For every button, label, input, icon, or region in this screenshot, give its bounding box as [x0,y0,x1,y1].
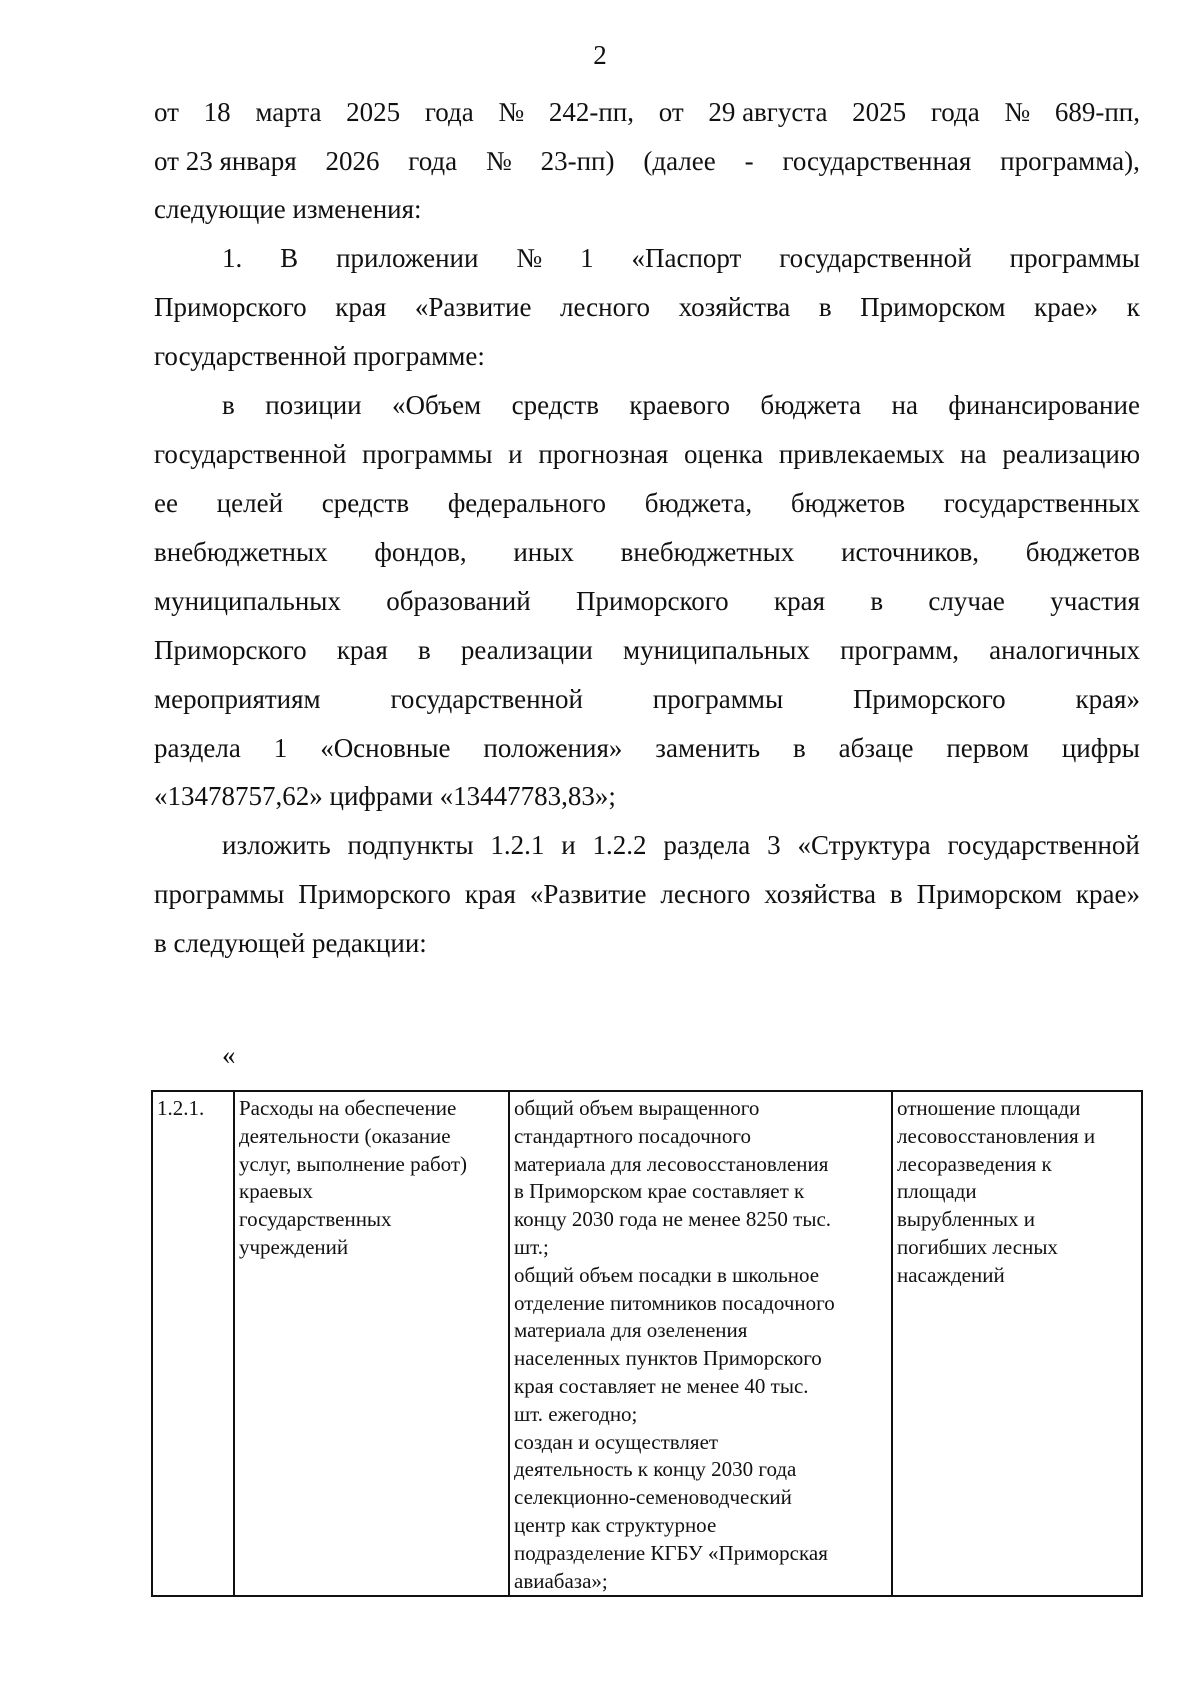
text-word: подпункты [347,830,474,860]
text-word: государственной [390,684,583,714]
table-cell-line: деятельности (оказание [239,1123,451,1148]
text-word: финансирование [948,390,1140,420]
table-cell-line: материала для лесовосстановления [514,1151,829,1176]
text-word: программы [154,879,285,909]
text-word: Приморского [154,292,307,322]
text-word: марта [255,97,322,127]
text-word: Приморского [852,684,1006,714]
paragraph3-line-4 [154,535,1140,569]
text-word: положения» [483,733,623,763]
expense-name-cell [234,1091,509,1596]
paragraph1-line-1 [154,95,1140,129]
text-word: фондов, [374,537,467,567]
paragraph3-line-3 [154,486,1140,520]
text-word: бюджетов [790,488,906,518]
text-word: хозяйства [764,879,876,909]
text-word: муниципальных [622,635,810,665]
paragraph3-line-6 [154,633,1140,667]
text-word: в [818,292,832,322]
text-word: реализацию [1002,439,1140,469]
text-word: края [336,635,388,665]
text-word: государственная [782,146,972,176]
text-word: хозяйства [678,292,791,322]
text-word: и [561,830,576,860]
table-cell-line: краевых [239,1179,313,1204]
text-word: в следующей редакции: [154,928,427,958]
text-word: края [774,586,826,616]
text-word: лесного [660,879,751,909]
text-word: 242-пп, [548,97,634,127]
text-word: в [792,733,806,763]
text-word: краевого [629,390,730,420]
text-word: на [891,390,918,420]
table-cell-line: общий объем посадки в школьное [514,1262,820,1287]
table-cell-line: отделение питомников посадочного [514,1290,835,1315]
text-word: в [417,635,431,665]
text-word: 1. [222,243,243,273]
table-row [152,1091,1142,1596]
text-word: от [154,97,179,127]
table-cell-line: в Приморском крае составляет к [514,1179,805,1204]
text-word: программы [1009,243,1140,273]
table-cell-line: площади [897,1179,977,1204]
paragraph2-line-3 [154,339,1140,373]
text-word: аналогичных [989,635,1140,665]
text-word: крае» [1034,292,1099,322]
text-word: крае» [1075,879,1140,909]
text-word: участия [1050,586,1140,616]
text-word: Приморского [576,586,729,616]
table-cell-line: насаждений [897,1262,1005,1287]
text-word: - [744,146,754,176]
opening-quote-mark: « [222,1040,236,1070]
text-word: № [516,243,543,273]
text-word: программа), [1000,146,1140,176]
table-cell-line: подразделение КГБУ «Приморская [514,1540,828,1565]
paragraph3-line-2 [154,437,1140,471]
text-word: и [508,439,523,469]
text-word: бюджета [760,390,862,420]
text-word: приложении [336,243,479,273]
text-word: В [280,243,299,273]
table-cell-line: погибших лесных [897,1234,1058,1259]
text-word: «Структура [797,830,931,860]
paragraph4-line-3 [154,926,1140,960]
table-cell-line: шт.; [514,1234,549,1259]
text-word: привлекаемых [778,439,945,469]
table-cell-line: населенных пунктов Приморского [514,1346,822,1371]
text-word: мероприятиям [154,684,321,714]
text-word: государственной [779,243,972,273]
indicator-cell [892,1091,1142,1596]
text-word: бюджетов [1025,537,1140,567]
text-word: позиции [265,390,362,420]
table-cell-line: вырубленных и [897,1207,1036,1232]
text-word: лесного [560,292,651,322]
table-cell-line: государственных [239,1207,392,1232]
text-word: абзаце [838,733,914,763]
table-cell-line: стандартного посадочного [514,1123,751,1148]
text-word: края [464,879,516,909]
text-word: 3 [767,830,781,860]
text-word: программы [362,439,493,469]
text-word: края» [1075,684,1140,714]
text-word: № [1004,97,1031,127]
text-word: к [1126,292,1140,322]
text-word: следующие изменения: [154,194,422,224]
text-word: раздела [663,830,751,860]
paragraph1-line-3 [154,192,1140,226]
text-word: государственной программе: [154,341,485,371]
paragraph4-line-2 [154,877,1140,911]
text-word: от 23 января [154,146,297,176]
text-word: средств [511,390,599,420]
table-cell-line: отношение площади [897,1096,1081,1120]
row-number-cell [152,1091,234,1596]
paragraph3-line-1 [222,388,1140,422]
text-word: № [498,97,525,127]
table-cell-line: лесовосстановления и [897,1123,1096,1148]
text-word: раздела [154,733,241,763]
text-word: на [960,439,987,469]
paragraph2-line-2 [154,290,1140,324]
table-cell-line: создан и осуществляет [514,1429,719,1454]
table-cell-line: деятельность к концу 2030 года [514,1457,797,1482]
table-cell-line: селекционно-семеноводческий [514,1485,792,1510]
text-word: в [870,586,884,616]
text-word: средств [321,488,410,518]
text-word: муниципальных [154,586,341,616]
table-cell-line: учреждений [239,1234,349,1259]
text-word: заменить [655,733,761,763]
text-word: 1 [273,733,288,763]
text-word: государственных [943,488,1140,518]
text-word: Приморского [298,879,451,909]
text-word: цифры [1061,733,1140,763]
text-word: 2025 [852,97,907,127]
text-word: края [335,292,387,322]
paragraph3-line-7 [154,682,1140,716]
text-word: в [222,390,235,420]
text-word: года [408,146,458,176]
table-cell-line: материала для озеленения [514,1318,748,1343]
table-cell-line: лесоразведения к [897,1151,1052,1176]
text-word: в [889,879,903,909]
text-word: 29 августа [708,97,828,127]
text-word: Приморском [860,292,1006,322]
paragraph3-line-8 [154,731,1140,765]
text-word: года [424,97,474,127]
text-word: ее [154,488,178,518]
text-word: источников, [841,537,979,567]
text-word: внебюджетных [620,537,795,567]
result-description-cell [509,1091,892,1596]
text-word: 2025 [346,97,401,127]
text-word: 18 [203,97,231,127]
text-word: «13478757,62» цифрами «13447783,83»; [154,781,616,811]
text-word: реализации [460,635,593,665]
table-cell-line: Расходы на обеспечение [239,1096,457,1120]
text-word: бюджета, [644,488,753,518]
text-word: 2026 [325,146,380,176]
text-word: программы [652,684,784,714]
table-cell-line: авиабаза»; [514,1568,608,1593]
table-cell-line: услуг, выполнение работ) [239,1151,468,1176]
table-cell-line: общий объем выращенного [514,1096,760,1120]
text-word: государственной [154,439,347,469]
paragraph2-line-1 [222,241,1140,275]
text-word: «Объем [392,390,482,420]
text-word: 23-пп) [540,146,615,176]
table-cell-line: шт. ежегодно; [514,1401,638,1426]
text-word: «Паспорт [631,243,742,273]
text-word: № [486,146,512,176]
text-word: (далее [643,146,716,176]
page-number: 2 [593,40,607,70]
paragraph3-line-5 [154,584,1140,618]
text-word: «Основные [320,733,451,763]
text-word: государственной [947,830,1140,860]
text-word: изложить [222,830,331,860]
table-cell-line: концу 2030 года не менее 8250 тыс. [514,1207,832,1232]
paragraph3-line-9 [154,779,1140,813]
text-word: первом [946,733,1029,763]
text-word: внебюджетных [154,537,328,567]
table-cell-line: края составляет не менее 40 тыс. [514,1373,809,1398]
text-word: образований [386,586,531,616]
text-word: 1 [580,243,594,273]
text-word: прогнозная [538,439,669,469]
text-word: случае [928,586,1005,616]
text-word: программ, [840,635,959,665]
table-cell-line: центр как структурное [514,1512,717,1537]
text-word: «Развитие [529,879,647,909]
paragraph4-line-1 [222,828,1140,862]
program-structure-table [151,1090,1143,1597]
text-word: Приморского [154,635,307,665]
text-word: 1.2.2 [592,830,647,860]
text-word: целей [216,488,284,518]
text-word: от [658,97,684,127]
text-word: «Развитие [414,292,532,322]
text-word: иных [513,537,574,567]
text-word: оценка [684,439,764,469]
text-word: федерального [447,488,607,518]
text-word: 1.2.1 [490,830,545,860]
text-word: 689-пп, [1054,97,1140,127]
row-number: 1.2.1. [157,1096,205,1120]
text-word: года [930,97,980,127]
paragraph1-line-2 [154,144,1140,178]
text-word: Приморском [916,879,1062,909]
